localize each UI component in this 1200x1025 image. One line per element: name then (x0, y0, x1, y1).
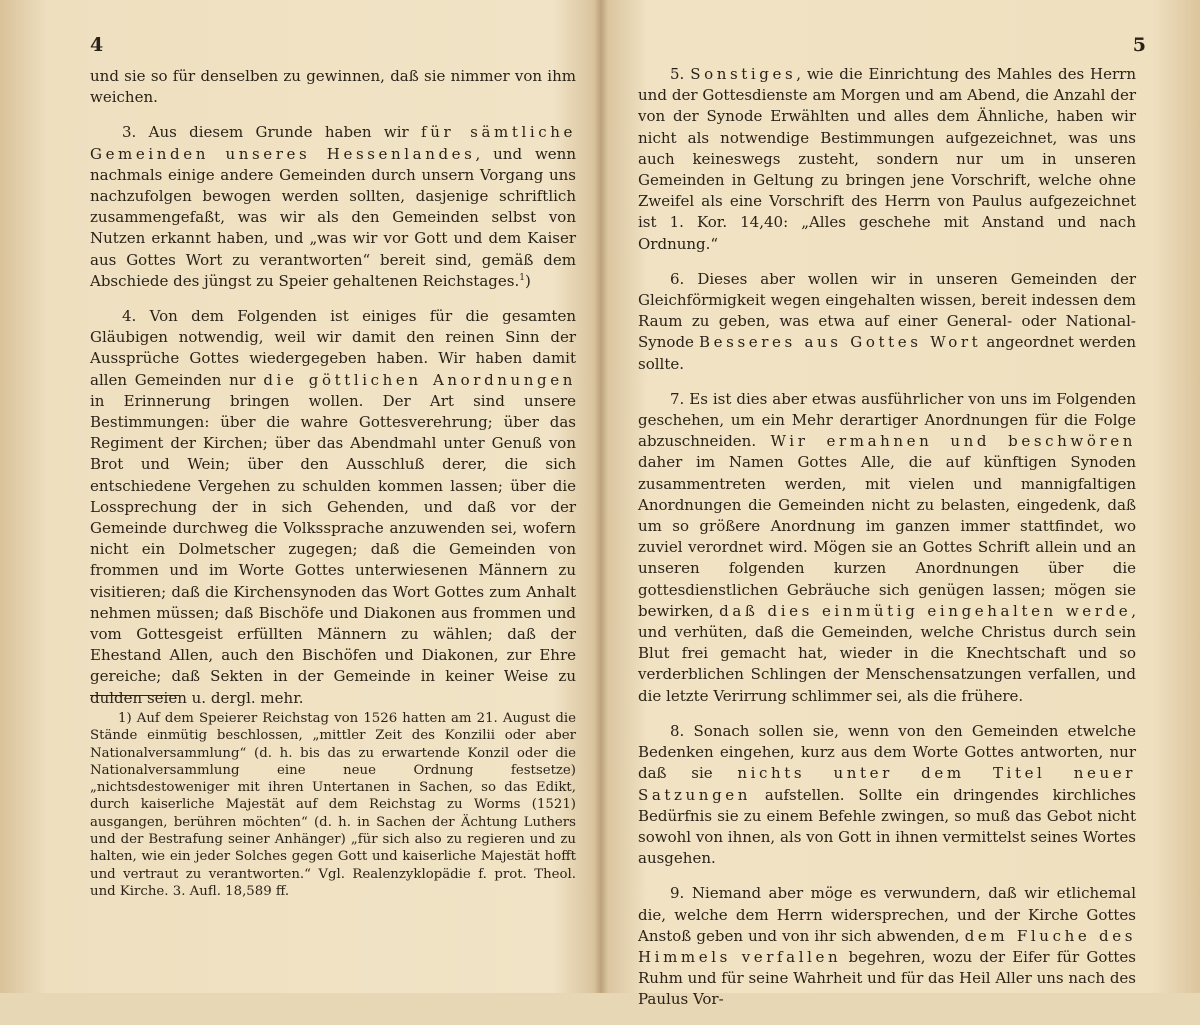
p3-text-b: , und wenn nachmals einige andere Gemeinden durch unsern Vorgang uns nachzufolgen bewogen werden sollten, dasjenige schriftlich zusammengefaßt, was wir als den Gemeinden selbst von Nutzen erkannt haben, und „was wir vor Gott und dem Kaiser aus Gottes Wort zu verantworten“ bereit sind, gemäß dem Abschiede des jüngst zu Speier gehaltenen Reichstages. (90, 144, 576, 290)
p4-spaced-text: die göttlichen Anordnungen (263, 370, 576, 389)
p7-text-b: daher im Namen Gottes Alle, die auf künftigen Synoden zusammentreten werden, mit vielen und mannigfaltigen Anordnungen die Gemeinden nicht zu belasten, eingedenk, daß um so größere Anordnung im ganzen immer stattfindet, wo zuviel verordnet wird. Mögen sie an Gottes Schrift allein und an unseren folgenden kurzen Anordnungen über die gottesdienstlichen Gebräuche sich genügen lassen; mögen sie bewirken, (638, 453, 1136, 620)
p3-spaced-text: für sämtliche Gemeinden unseres Hessenlandes (90, 123, 576, 163)
p6-text-a: 6. Dieses aber wollen wir in unseren Gemeinden der Gleichförmigkeit wegen eingehalten wissen, bereit indessen dem Raum zu geben, was etwa auf einer General- oder National-Synode (638, 269, 1136, 352)
p7-spaced-text-1: Wir ermahnen und beschwören (770, 432, 1136, 451)
p9-text-b: begehren, wozu der Eifer für Gottes Ruhm und für seine Wahrheit und für das Heil Aller uns nach des Paulus Vor- (638, 947, 1136, 1009)
p7-text-c: , und verhüten, daß die Gemeinden, welche Christus durch sein Blut frei gemacht hat, wieder in die Knechtschaft und so verderblichen Schlingen der Menschensatzungen verfallen, und die letzte Verirrung schlimmer sei, als die frühere. (638, 601, 1136, 705)
p6-text-b: angeordnet werden sollte. (638, 333, 1136, 373)
p4-text-a: 4. Von dem Folgenden ist einiges für die gesamten Gläubigen notwendig, weil wir damit den reinen Sinn der Aussprüche Gottes wiedergegeben haben. Wir haben damit allen Gemeinden nur (90, 307, 576, 389)
p3-text-a: 3. Aus diesem Grunde haben wir (122, 123, 422, 142)
paragraph-3 (90, 122, 576, 292)
p7-spaced-text-2: daß dies einmütig eingehalten werde (719, 601, 1132, 620)
p6-spaced-text: Besseres aus Gottes Wort (699, 333, 982, 352)
page-number-right: 5 (1132, 34, 1146, 56)
paragraph-6 (638, 269, 1136, 375)
paragraph-7 (638, 389, 1136, 707)
p5-spaced-text: Sonstiges (690, 65, 797, 83)
right-page-body (638, 64, 1136, 1025)
p8-text-b: aufstellen. Sollte ein dringendes kirchliches Bedürfnis sie zu einem Befehle zwingen, so muß das Gebot nicht sowohl von ihnen, als von Gott in ihnen vermittelst seines Wortes ausgehen. (638, 785, 1136, 868)
footnote-marker: 1 (519, 272, 525, 283)
left-page (0, 0, 597, 993)
footnote (90, 710, 576, 900)
paragraph-5 (638, 64, 1136, 255)
page-number-left: 4 (90, 34, 104, 56)
p8-spaced-text: nichts unter dem Titel neuer Satzungen (638, 764, 1136, 804)
footnote-text: 1) Auf dem Speierer Reichstag von 1526 hatten am 21. August die Stände einmütig beschlossen, „mittler Zeit des Konzilii oder aber Nationalversammlung“ (d. h. bis das zu erwartende Konzil oder die Nationalversammlung eine neue Ordnung festsetze) „nichtsdestoweniger mit ihren Untertanen in Sachen, so das Edikt, durch kaiserliche Majestät auf dem Reichstag zu Worms (1521) ausgangen, berühren möchten“ (d. h. in Sachen der Ächtung Luthers und der Bestrafung seiner Anhänger) „für sich also zu regieren und zu halten, wie ein jeder Solches gegen Gott und kaiserliche Majestät hofft und vertraut zu verantworten.“ Vgl. Realenzyklopädie f. prot. Theol. und Kirche. 3. Aufl. 18,589 ff. (90, 711, 576, 899)
p9-spaced-text: dem Fluche des Himmels verfallen (638, 926, 1136, 966)
p3-text-c: ) (524, 271, 531, 290)
paragraph-continued: und sie so für denselben zu gewinnen, daß sie nimmer von ihm weichen. (90, 67, 576, 107)
paragraph-4 (90, 306, 576, 709)
footnote-rule (90, 695, 178, 696)
p7-text-a: 7. Es ist dies aber etwas ausführlicher von uns im Folgenden geschehen, um ein Mehr derartiger Anordnungen für die Folge abzuschneiden. (638, 389, 1136, 451)
p8-text-a: 8. Sonach sollen sie, wenn von den Gemeinden etwelche Bedenken eingehen, kurz aus dem Worte Gottes antworten, nur daß sie (638, 721, 1136, 783)
paragraph-8 (638, 721, 1136, 869)
p9-text-a: 9. Niemand aber möge es verwundern, daß wir etlichemal die, welche dem Herrn widersprechen, und der Kirche Gottes Anstoß geben und von ihr sich abwenden, (638, 884, 1136, 945)
p5-text-b: , wie die Einrichtung des Mahles des Herrn und der Gottesdienste am Morgen und am Abend, die Anzahl der von der Synode Erwählten und alles dem Ähnliche, haben wir nicht als notwendige Bestimmungen aufgezeichnet, was uns auch keineswegs zusteht, sondern nur um in unseren Gemeinden in Geltung zu bringen jene Vorschrift, welche ohne Zweifel als eine Vorschrift des Herrn von Paulus aufgezeichnet ist 1. Kor. 14,40: „Alles geschehe mit Anstand und nach Ordnung.“ (638, 65, 1136, 253)
p5-text-a: 5. (670, 65, 691, 83)
p4-text-b: in Erinnerung bringen wollen. Der Art sind unsere Bestimmungen: über die wahre Gottesverehrung; über das Regiment der Kirchen; über das Abendmahl unter Genuß von Brot und Wein; über den Ausschluß derer, die sich entschiedene Vergehen zu schulden kommen lassen; über die Lossprechung der in sich Gehenden, und daß vor der Gemeinde durchweg die Volkssprache anzuwenden sei, wofern nicht ein Dolmetscher zugegen; daß die Gemeinden von frommen und im Worte Gottes unterwiesenen Männern zu visitieren; daß die Kirchensynoden das Wort Gottes zum Anhalt nehmen müssen; daß Bischöfe und Diakonen aus frommen und vom Gottesgeist erfüllten Männern zu wählen; daß der Ehestand Allen, auch den Bischöfen und Diakonen, zur Ehre gereiche; daß Sekten in der Gemeinde in keiner Weise zu dulden seien u. dergl. mehr. (90, 391, 576, 707)
right-page (603, 0, 1200, 1009)
paragraph-9 (638, 883, 1136, 1010)
left-page-body (90, 66, 576, 723)
